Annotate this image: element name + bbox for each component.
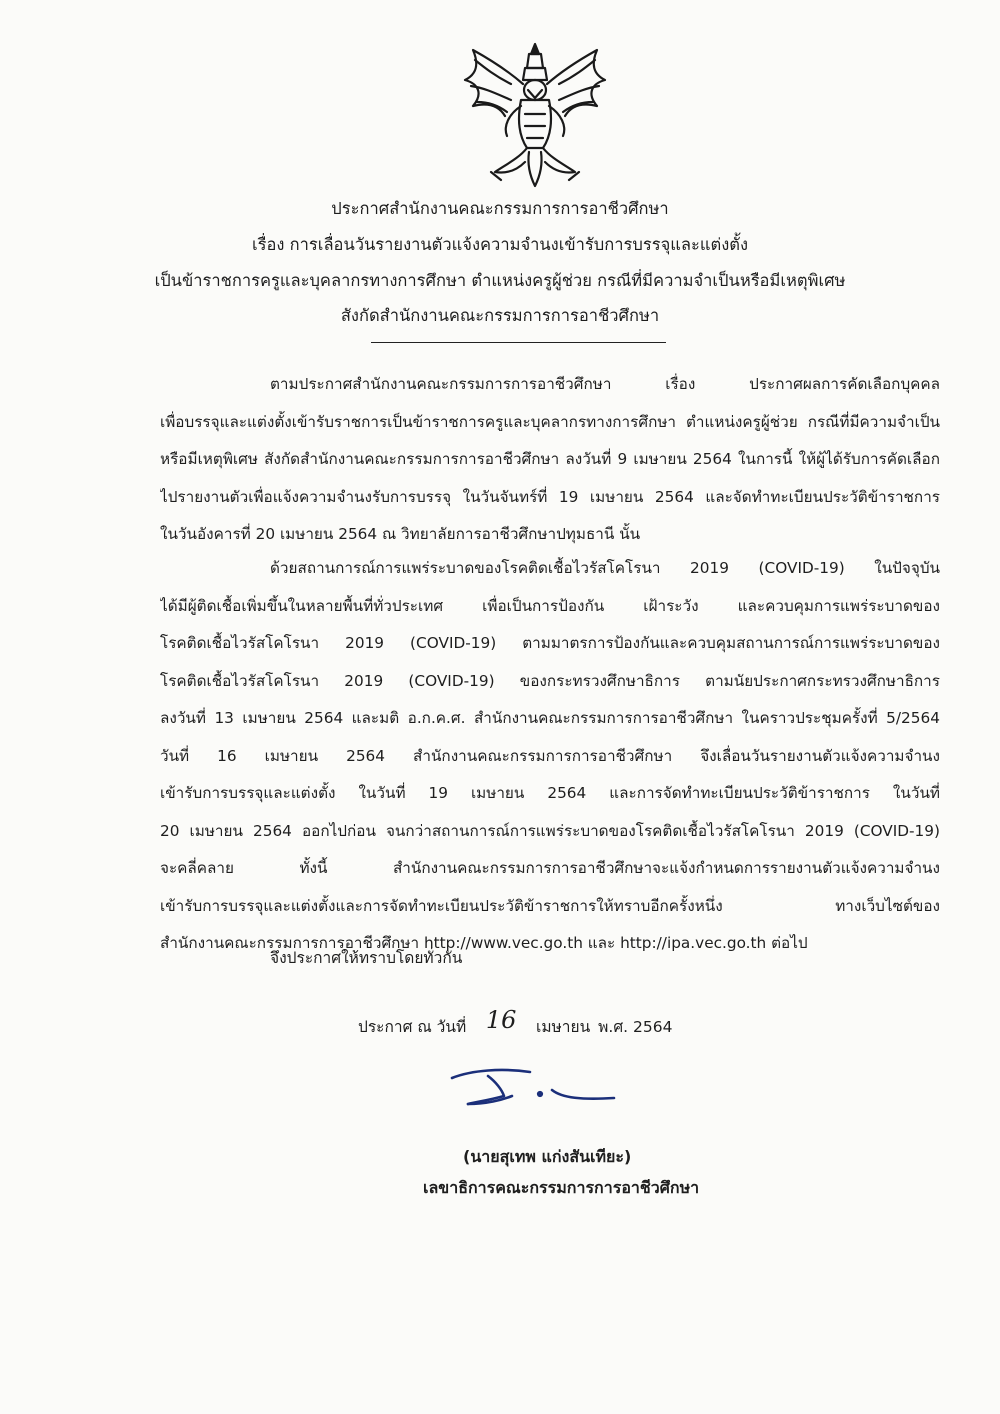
header-divider [371,342,666,343]
paragraph-line: ด้วยสถานการณ์การแพร่ระบาดของโรคติดเชื้อไวรัสโคโรนา 2019 (COVID-19) ในปัจจุบัน [270,559,940,577]
date-month: เมษายน [536,1018,591,1036]
paragraph-line: ในวันอังคารที่ 20 เมษายน 2564 ณ วิทยาลัยการอาชีวศึกษาปทุมธานี นั้น [160,525,641,543]
paragraph-line: โรคติดเชื้อไวรัสโคโรนา 2019 (COVID-19) ของกระทรวงศึกษาธิการ ตามนัยประกาศกระทรวงศึกษาธิการ [160,671,940,690]
garuda-emblem-icon [455,40,615,190]
signer-name: (นายสุเทพ แก่งสันเทียะ) [463,1147,632,1166]
date-prefix: ประกาศ ณ วันที่ [358,1018,467,1036]
date-year: พ.ศ. 2564 [598,1018,673,1036]
paragraph-line: วันที่ 16 เมษายน 2564 สำนักงานคณะกรรมการการอาชีวศึกษา จึงเลื่อนวันรายงานตัวแจ้งความจำนง [160,746,940,765]
paragraph-line: โรคติดเชื้อไวรัสโคโรนา 2019 (COVID-19) ตามมาตรการป้องกันและควบคุมสถานการณ์การแพร่ระบาดของ [160,634,940,652]
paragraph-line: เข้ารับการบรรจุและแต่งตั้ง ในวันที่ 19 เมษายน 2564 และการจัดทำทะเบียนประวัติข้าราชการ ในวันที่ [160,784,940,802]
signer-title: เลขาธิการคณะกรรมการการอาชีวศึกษา [423,1178,700,1197]
issuer-title: ประกาศสำนักงานคณะกรรมการการอาชีวศึกษา [331,199,669,218]
paragraph-line: ตามประกาศสำนักงานคณะกรรมการการอาชีวศึกษา เรื่อง ประกาศผลการคัดเลือกบุคคล [270,375,940,393]
paragraph-2 [160,550,940,963]
subject-line-3: สังกัดสำนักงานคณะกรรมการการอาชีวศึกษา [340,306,660,325]
paragraph-1 [160,366,940,554]
paragraph-line: เข้ารับการบรรจุและแต่งตั้งและการจัดทำทะเบียนประวัติข้าราชการให้ทราบอีกครั้งหนึ่ง ทางเว็บไซต์ของ [160,896,940,915]
signature-icon [442,1060,622,1120]
paragraph-line: จะคลี่คลาย ทั้งนี้ สำนักงานคณะกรรมการการอาชีวศึกษาจะแจ้งกำหนดการรายงานตัวแจ้งความจำนง [160,859,940,877]
paragraph-line: 20 เมษายน 2564 ออกไปก่อน จนกว่าสถานการณ์การแพร่ระบาดของโรคติดเชื้อไวรัสโคโรนา 2019 (COVID-19) [160,821,940,840]
paragraph-line: ไปรายงานตัวเพื่อแจ้งความจำนงรับการบรรจุ ในวันจันทร์ที่ 19 เมษายน 2564 และจัดทำทะเบียนประวัติข้าราชการ [160,487,940,506]
paragraph-line: หรือมีเหตุพิเศษ สังกัดสำนักงานคณะกรรมการการอาชีวศึกษา ลงวันที่ 9 เมษายน 2564 ในการนี้ ให้ผู้ได้รับการคัดเลือก [160,450,940,468]
subject-line-1: เรื่อง การเลื่อนวันรายงานตัวแจ้งความจำนงเข้ารับการบรรจุและแต่งตั้ง [251,235,749,254]
paragraph-line: ได้มีผู้ติดเชื้อเพิ่มขึ้นในหลายพื้นที่ทั่วประเทศ เพื่อเป็นการป้องกัน เฝ้าระวัง และควบคุมการแพร่ระบาดของ [160,596,940,615]
subject-line-2: เป็นข้าราชการครูและบุคลากรทางการศึกษา ตำแหน่งครูผู้ช่วย กรณีที่มีความจำเป็นหรือมีเหตุพิเศษ [154,271,846,290]
paragraph-line: เพื่อบรรจุและแต่งตั้งเข้ารับราชการเป็นข้าราชการครูและบุคลากรทางการศึกษา ตำแหน่งครูผู้ช่วย กรณีที่มีความจำเป็น [160,412,940,431]
closing-statement: จึงประกาศให้ทราบโดยทั่วกัน [270,949,463,967]
date-day-handwritten: 16 [485,1006,517,1034]
paragraph-line: สำนักงานคณะกรรมการการอาชีวศึกษา http://www.vec.go.th และ http://ipa.vec.go.th ต่อไป [160,934,808,952]
announcement-date [358,1006,673,1039]
paragraph-line: ลงวันที่ 13 เมษายน 2564 และมติ อ.ก.ค.ศ. สำนักงานคณะกรรมการการอาชีวศึกษา ในคราวประชุมครั้งที่ 5/2564 [160,709,940,727]
